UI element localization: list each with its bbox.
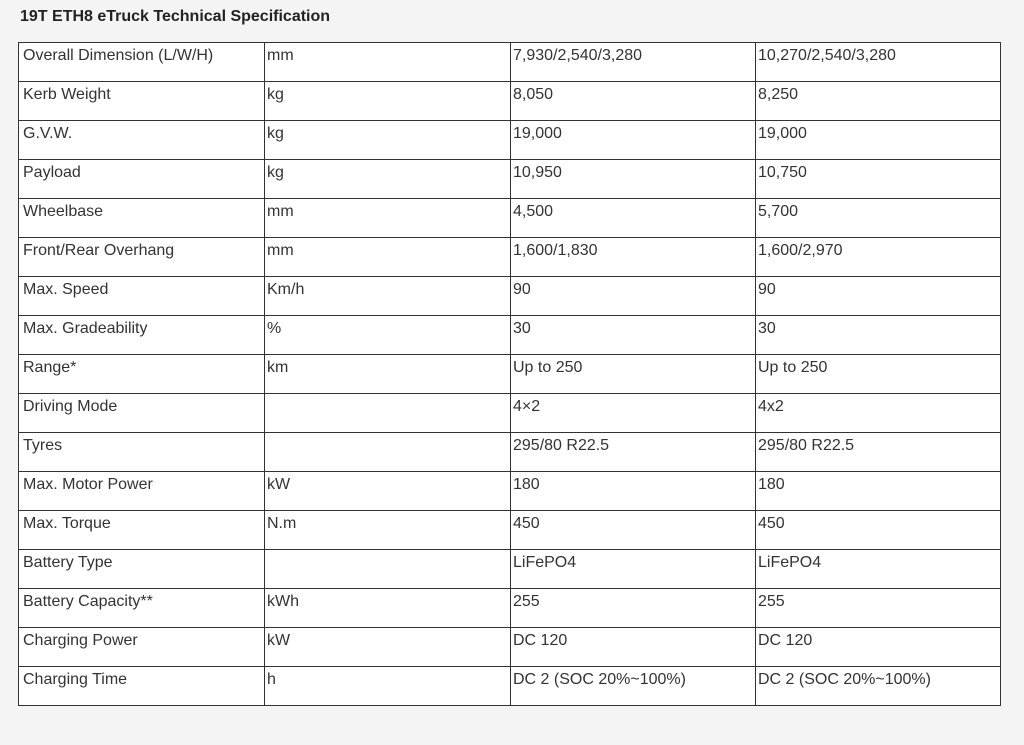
table-row [19, 355, 1001, 394]
spec-unit-cell [265, 550, 511, 589]
spec-value-cell-variant-1: 1,600/1,830 [511, 238, 756, 277]
spec-value-cell-variant-2: 19,000 [756, 121, 1001, 160]
table-row [19, 160, 1001, 199]
spec-name-cell: Wheelbase [19, 199, 265, 238]
table-row [19, 238, 1001, 277]
spec-value-cell-variant-2: 255 [756, 589, 1001, 628]
spec-table [18, 42, 1001, 706]
spec-name-cell: G.V.W. [19, 121, 265, 160]
spec-unit-cell [265, 433, 511, 472]
spec-value-cell-variant-1: 90 [511, 277, 756, 316]
spec-value-cell-variant-1: 10,950 [511, 160, 756, 199]
table-row [19, 82, 1001, 121]
spec-value-cell-variant-2: 5,700 [756, 199, 1001, 238]
spec-value-cell-variant-2: 10,270/2,540/3,280 [756, 43, 1001, 82]
spec-name-cell: Tyres [19, 433, 265, 472]
table-row [19, 316, 1001, 355]
spec-value-cell-variant-1: 7,930/2,540/3,280 [511, 43, 756, 82]
spec-value-cell-variant-1: 180 [511, 472, 756, 511]
spec-unit-cell: mm [265, 238, 511, 277]
spec-value-cell-variant-1: 30 [511, 316, 756, 355]
table-row [19, 199, 1001, 238]
spec-value-cell-variant-2: 450 [756, 511, 1001, 550]
table-row [19, 550, 1001, 589]
spec-unit-cell: kWh [265, 589, 511, 628]
spec-unit-cell: kg [265, 121, 511, 160]
spec-unit-cell: h [265, 667, 511, 706]
spec-value-cell-variant-1: 4,500 [511, 199, 756, 238]
spec-unit-cell: kg [265, 82, 511, 121]
spec-value-cell-variant-1: 8,050 [511, 82, 756, 121]
spec-unit-cell [265, 394, 511, 433]
spec-value-cell-variant-2: DC 2 (SOC 20%~100%) [756, 667, 1001, 706]
spec-unit-cell: km [265, 355, 511, 394]
spec-value-cell-variant-1: 255 [511, 589, 756, 628]
spec-table-body [19, 43, 1001, 706]
spec-name-cell: Battery Type [19, 550, 265, 589]
spec-unit-cell: mm [265, 199, 511, 238]
spec-value-cell-variant-2: 295/80 R22.5 [756, 433, 1001, 472]
table-row [19, 628, 1001, 667]
spec-value-cell-variant-1: 450 [511, 511, 756, 550]
table-row [19, 433, 1001, 472]
spec-name-cell: Max. Motor Power [19, 472, 265, 511]
spec-value-cell-variant-2: DC 120 [756, 628, 1001, 667]
spec-value-cell-variant-1: LiFePO4 [511, 550, 756, 589]
spec-value-cell-variant-2: LiFePO4 [756, 550, 1001, 589]
spec-value-cell-variant-2: Up to 250 [756, 355, 1001, 394]
table-row [19, 277, 1001, 316]
spec-name-cell: Kerb Weight [19, 82, 265, 121]
table-row [19, 43, 1001, 82]
spec-name-cell: Driving Mode [19, 394, 265, 433]
spec-name-cell: Payload [19, 160, 265, 199]
spec-value-cell-variant-1: DC 2 (SOC 20%~100%) [511, 667, 756, 706]
spec-value-cell-variant-1: 19,000 [511, 121, 756, 160]
spec-value-cell-variant-2: 4x2 [756, 394, 1001, 433]
spec-unit-cell: kg [265, 160, 511, 199]
spec-value-cell-variant-1: 295/80 R22.5 [511, 433, 756, 472]
spec-name-cell: Battery Capacity** [19, 589, 265, 628]
spec-value-cell-variant-2: 1,600/2,970 [756, 238, 1001, 277]
spec-name-cell: Range* [19, 355, 265, 394]
spec-unit-cell: N.m [265, 511, 511, 550]
spec-value-cell-variant-2: 180 [756, 472, 1001, 511]
table-row [19, 511, 1001, 550]
spec-name-cell: Max. Torque [19, 511, 265, 550]
table-row [19, 472, 1001, 511]
spec-name-cell: Overall Dimension (L/W/H) [19, 43, 265, 82]
table-row [19, 121, 1001, 160]
spec-value-cell-variant-2: 30 [756, 316, 1001, 355]
spec-unit-cell: Km/h [265, 277, 511, 316]
page-title: 19T ETH8 eTruck Technical Specification [20, 8, 331, 25]
spec-name-cell: Max. Gradeability [19, 316, 265, 355]
spec-value-cell-variant-2: 90 [756, 277, 1001, 316]
table-row [19, 667, 1001, 706]
spec-name-cell: Front/Rear Overhang [19, 238, 265, 277]
table-row [19, 589, 1001, 628]
spec-value-cell-variant-1: DC 120 [511, 628, 756, 667]
spec-value-cell-variant-1: 4×2 [511, 394, 756, 433]
spec-unit-cell: % [265, 316, 511, 355]
table-row [19, 394, 1001, 433]
spec-name-cell: Charging Power [19, 628, 265, 667]
spec-value-cell-variant-1: Up to 250 [511, 355, 756, 394]
spec-value-cell-variant-2: 8,250 [756, 82, 1001, 121]
spec-unit-cell: kW [265, 472, 511, 511]
spec-unit-cell: mm [265, 43, 511, 82]
spec-name-cell: Charging Time [19, 667, 265, 706]
spec-name-cell: Max. Speed [19, 277, 265, 316]
spec-unit-cell: kW [265, 628, 511, 667]
spec-value-cell-variant-2: 10,750 [756, 160, 1001, 199]
